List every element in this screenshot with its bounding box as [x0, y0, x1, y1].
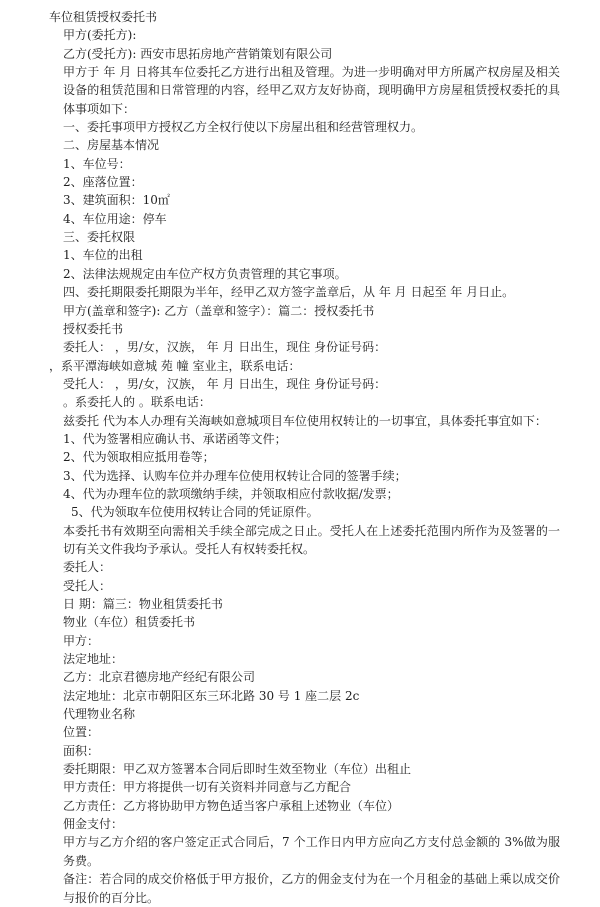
text-line: 1、代为签署相应确认书、承诺函等文件；: [63, 431, 287, 446]
text-line: 甲方与乙方介绍的客户签定正式合同后，7 个工作日内甲方应向乙方支付总金额的 3%做为服务费。: [63, 835, 560, 868]
text-line: 委托人： ，男/女，汉族， 年 月 日出生，现住 身份证号码：: [63, 340, 387, 355]
text-line: 本委托书有效期至向需相关手续全部完成之日止。受托人在上述委托范围内所作为及签署的一切有关文件我均予承认。受托人有权转委托权。: [63, 523, 560, 556]
text-line: 代理物业名称: [63, 707, 136, 722]
text-line: 甲方(盖章和签字): 乙方（盖章和签字）：篇二：授权委托书: [63, 303, 375, 318]
text-line: 甲方于 年 月 日将其车位委托乙方进行出租及管理。为进一步明确对甲方所属产权房屋及相关设备的租赁范围和日常管理的内容，经甲乙双方友好协商，现明确甲方房屋租赁授权委托的具体事项如下：: [63, 65, 560, 116]
text-line: 二、房屋基本情况: [63, 138, 160, 153]
text-line: 备注：若合同的成交价格低于甲方报价，乙方的佣金支付为在一个月租金的基础上乘以成交价与报价的百分比。: [63, 872, 560, 905]
text-line: 。系委托人的 。联系电话：: [63, 395, 211, 410]
text-line: 乙方责任：乙方将协助甲方物色适当客户承租上述物业（车位）: [63, 798, 400, 813]
text-line: 甲方(委托方):: [63, 28, 137, 43]
text-line: 3、建筑面积：10㎡: [63, 193, 170, 208]
text-line: 位置：: [63, 725, 100, 740]
text-line: 授权委托书: [63, 321, 124, 336]
text-line: 1、车位的出租: [63, 248, 143, 263]
text-line: 四、委托期限委托期限为半年，经甲乙双方签字盖章后，从 年 月 日起至 年 月日止。: [63, 285, 515, 300]
text-line: 物业（车位）租赁委托书: [63, 615, 196, 630]
text-line: 2、法律法规规定由车位产权方负责管理的其它事项。: [63, 266, 347, 281]
text-line: 3、代为选择、认购车位并办理车位使用权转让合同的签署手续；: [63, 468, 407, 483]
text-line: 日 期：篇三：物业租赁委托书: [63, 597, 223, 611]
text-line: 法定地址：: [63, 652, 124, 667]
text-line: 甲方：: [63, 633, 100, 648]
text-line: 面积：: [63, 743, 100, 758]
document-title: 车位租赁授权委托书: [49, 10, 158, 24]
text-line: 2、座落位置：: [63, 175, 143, 190]
text-line: 法定地址：北京市朝阳区东三环北路 30 号 1 座二层 2c: [63, 688, 360, 703]
text-line: 佣金支付：: [63, 817, 124, 832]
text-line: 甲方责任：甲方将提供一切有关资料并同意与乙方配合: [63, 780, 352, 795]
document-body: [49, 8, 560, 907]
text-line: 1、车位号：: [63, 156, 131, 171]
text-line: 5、代为领取车位使用权转让合同的凭证原件。: [71, 505, 319, 520]
text-line: 委托期限：甲乙双方签署本合同后即时生效至物业（车位）出租止: [63, 762, 412, 777]
text-line: 一、委托事项甲方授权乙方全权行使以下房屋出租和经营管理权力。: [63, 120, 424, 135]
text-line: 乙方：北京君德房地产经纪有限公司: [63, 670, 256, 685]
text-line: 4、车位用途：停车: [63, 211, 167, 226]
text-line: 2、代为领取相应抵用卷等；: [63, 450, 215, 465]
text-line: 受托人： ，男/女，汉族， 年 月 日出生，现住 身份证号码：: [63, 376, 387, 391]
text-line: 受托人：: [63, 578, 112, 593]
text-line: 4、代为办理车位的款项缴纳手续，并领取相应付款收据/发票；: [63, 486, 399, 501]
text-line: 乙方(受托方): 西安市思拓房地产营销策划有限公司: [63, 46, 333, 61]
text-line: 兹委托 代为本人办理有关海峡如意城项目车位使用权转让的一切事宜，具体委托事宜如下：: [63, 413, 547, 428]
text-line: 三、委托权限: [63, 230, 136, 245]
text-line: 委托人：: [63, 560, 112, 575]
text-line: ，系平潭海峡如意城 苑 幢 室业主，联系电话：: [49, 358, 301, 373]
